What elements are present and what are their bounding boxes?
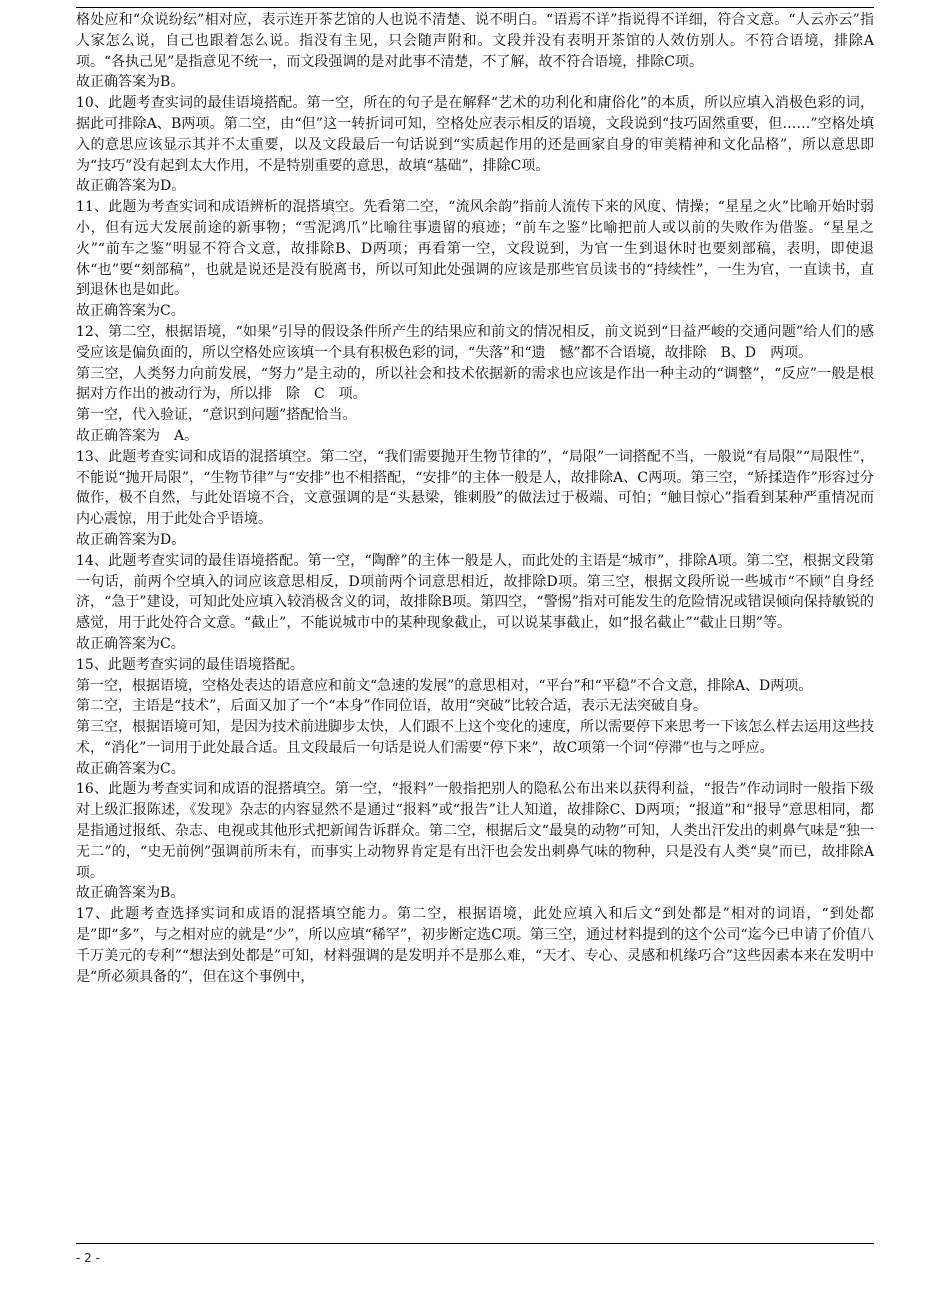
paragraph: 故正确答案为B。 — [76, 74, 185, 91]
paragraph: 15、此题考查实词的最佳语境搭配。 — [76, 656, 304, 673]
paragraph: 第一空，根据语境，空格处表达的语意应和前文“急速的发展”的意思相对，“平台”和“平稳”不合文意，排除A、D两项。 — [76, 677, 813, 694]
paragraph: 14、此题考查实词的最佳语境搭配。第一空，“陶醉”的主体一般是人，而此处的主语是“城市”，排除A项。第二空，根据文段第一句话，前两个空填入的词应该意思相反，D项前两个词意思相近，故排除D项。第三空，根据文段所说一些城市“不顾”自身经济，“急于”建设，可知此处应填入较消极含义的词，故排除B项。第四空，“警惕”指对可能发生的危险情况或错误倾向保持敏锐的感觉，用于此处符合文意。“截止”，不能说城市中的某种现象截止，可以说某事截止，如“报名截止”“截止日期”等。 — [76, 552, 874, 632]
paragraph: 17、此题考查选择实词和成语的混搭填空能力。第二空，根据语境，此处应填入和后文“到处都是”相对的词语，“到处都是”即“多”，与之相对应的就是“少”，所以应填“稀罕”，初步断定选C项。第三空，通过材料提到的这个公司“迄今已申请了价值八千万美元的专利”“想法到处都是”可知，材料强调的是发明并不是那么难，“天才、专心、灵感和机缘巧合”这些因素本来在发明中是“所必须具备的”，但在这个事例中， — [76, 906, 874, 985]
footer-rule — [76, 1243, 874, 1244]
paragraph: 格处应和“众说纷纭”相对应，表示连开茶艺馆的人也说不清楚、说不明白。“语焉不详”指说得不详细，符合文意。“人云亦云”指人家怎么说，自己也跟着怎么说。指没有主见，只会随声附和。文段并没有表明开茶馆的人效仿别人。不符合语境，排除A项。“各执己见”是指意见不统一，而文段强调的是对此事不清楚，不了解，故不符合语境，排除C项。 — [76, 12, 874, 70]
paragraph: 第二空，主语是“技术”，后面又加了一个“本身”作同位语，故用“突破”比较合适，表示无法突破自身。 — [76, 698, 707, 715]
paragraph: 故正确答案为B。 — [76, 885, 185, 902]
paragraph: 第三空，人类努力向前发展，“努力”是主动的，所以社会和技术依据新的需求也应该是作出一种主动的“调整”，“反应”一般是根据对方作出的被动行为，所以排 除 C 项。 — [76, 365, 874, 403]
paragraph: 故正确答案为D。 — [76, 531, 186, 548]
paragraph: 10、此题考查实词的最佳语境搭配。第一空，所在的句子是在解释“艺术的功利化和庸俗化”的本质，所以应填入消极色彩的词，据此可排除A、B两项。第二空，由“但”这一转折词可知，空格处应表示相反的语境，文段说到“技巧固然重要，但……”空格处填入的意思应该显示其并不太重要，以及文段最后一句话说到“实质起作用的还是画家自身的审美精神和文化品格”，所以意思即为“技巧”没有起到太大作用，不是特别重要的意思，故填“基础”，排除C项。 — [76, 95, 874, 174]
paragraph: 故正确答案为C。 — [76, 760, 185, 777]
header-rule — [76, 7, 874, 8]
paragraph: 故正确答案为C。 — [76, 635, 185, 652]
paragraph: 故正确答案为C。 — [76, 303, 185, 320]
paragraph: 12、第二空，根据语境，“如果”引导的假设条件所产生的结果应和前文的情况相反，前文说到“日益严峻的交通问题”给人们的感受应该是偏负面的，所以空格处应该填一个具有积极色彩的词，“失落”和“遗 憾”都不合语境，故排除 B、D 两项。 — [76, 323, 874, 361]
paragraph: 故正确答案为D。 — [76, 178, 186, 195]
paragraph: 第一空，代入验证，“意识到问题”搭配恰当。 — [76, 407, 357, 424]
paragraph: 故正确答案为 A。 — [76, 427, 199, 444]
answer-explanations — [76, 10, 874, 987]
paragraph: 13、此题考查实词和成语的混搭填空。第二空，“我们需要抛开生物节律的”，“局限”一词搭配不当，一般说“有局限”“局限性”，不能说“抛开局限”，“生物节律”与“安排”也不相搭配，“安排”的主体一般是人，故排除A、C两项。第三空，“矫揉造作”形容过分做作，极不自然，与此处语境不合，文意强调的是“头悬梁，锥刺股”的做法过于极端、可怕；“触目惊心”指看到某种严重情况而内心震惊，用于此处合乎语境。 — [76, 448, 874, 528]
page-number: - 2 - — [76, 1251, 100, 1265]
paragraph: 第三空，根据语境可知，是因为技术前进脚步太快，人们跟不上这个变化的速度，所以需要停下来思考一下该怎么样去运用这些技术，“消化”一词用于此处最合适。且文段最后一句话是说人们需要“停下来”，故C项第一个词“停滞”也与之呼应。 — [76, 719, 874, 756]
paragraph: 11、此题为考查实词和成语辨析的混搭填空。先看第二空，“流风余韵”指前人流传下来的风度、情操；“星星之火”比喻开始时弱小，但有远大发展前途的新事物；“雪泥鸿爪”比喻往事遗留的痕迹；“前车之鉴”比喻把前人或以前的失败作为借鉴。“星星之火”“前车之鉴”明显不符合文意，故排除B、D两项；再看第一空，文段说到，为官一生到退休时也要刻部稿，表明，即使退休“也”要“刻部稿”，也就是说还是没有脱离书，所以可知此处强调的应该是那些官员读书的“持续性”，一生为官，一直读书，直到退休也是如此。 — [76, 199, 874, 299]
paragraph: 16、此题为考查实词和成语的混搭填空。第一空，“报料”一般指把别人的隐私公布出来以获得利益，“报告”作动词时一般指下级对上级汇报陈述，《发现》杂志的内容显然不是通过“报料”或“报告”让人知道，故排除C、D两项；“报道”和“报导”意思相同，都是指通过报纸、杂志、电视或其他形式把新闻告诉群众。第二空，根据后文“最臭的动物”可知，人类出汗发出的刺鼻气味是“独一无二”的，“史无前例”强调前所未有，而事实上动物界肯定是有出汗也会发出刺鼻气味的物种，只是没有人类“臭”而已，故排除A项。 — [76, 781, 874, 881]
